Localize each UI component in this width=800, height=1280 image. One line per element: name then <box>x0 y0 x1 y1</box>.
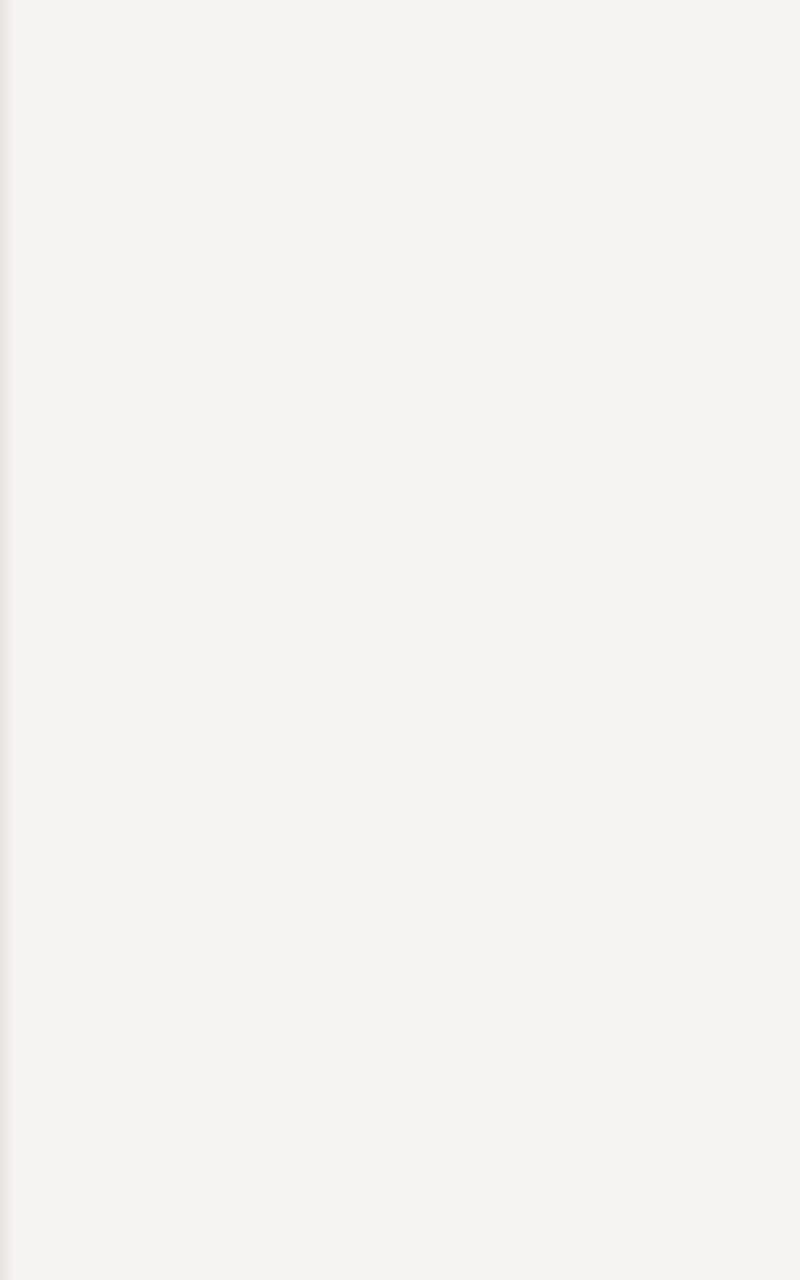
body-text <box>116 112 768 126</box>
page-edge-shadow <box>0 0 14 1280</box>
